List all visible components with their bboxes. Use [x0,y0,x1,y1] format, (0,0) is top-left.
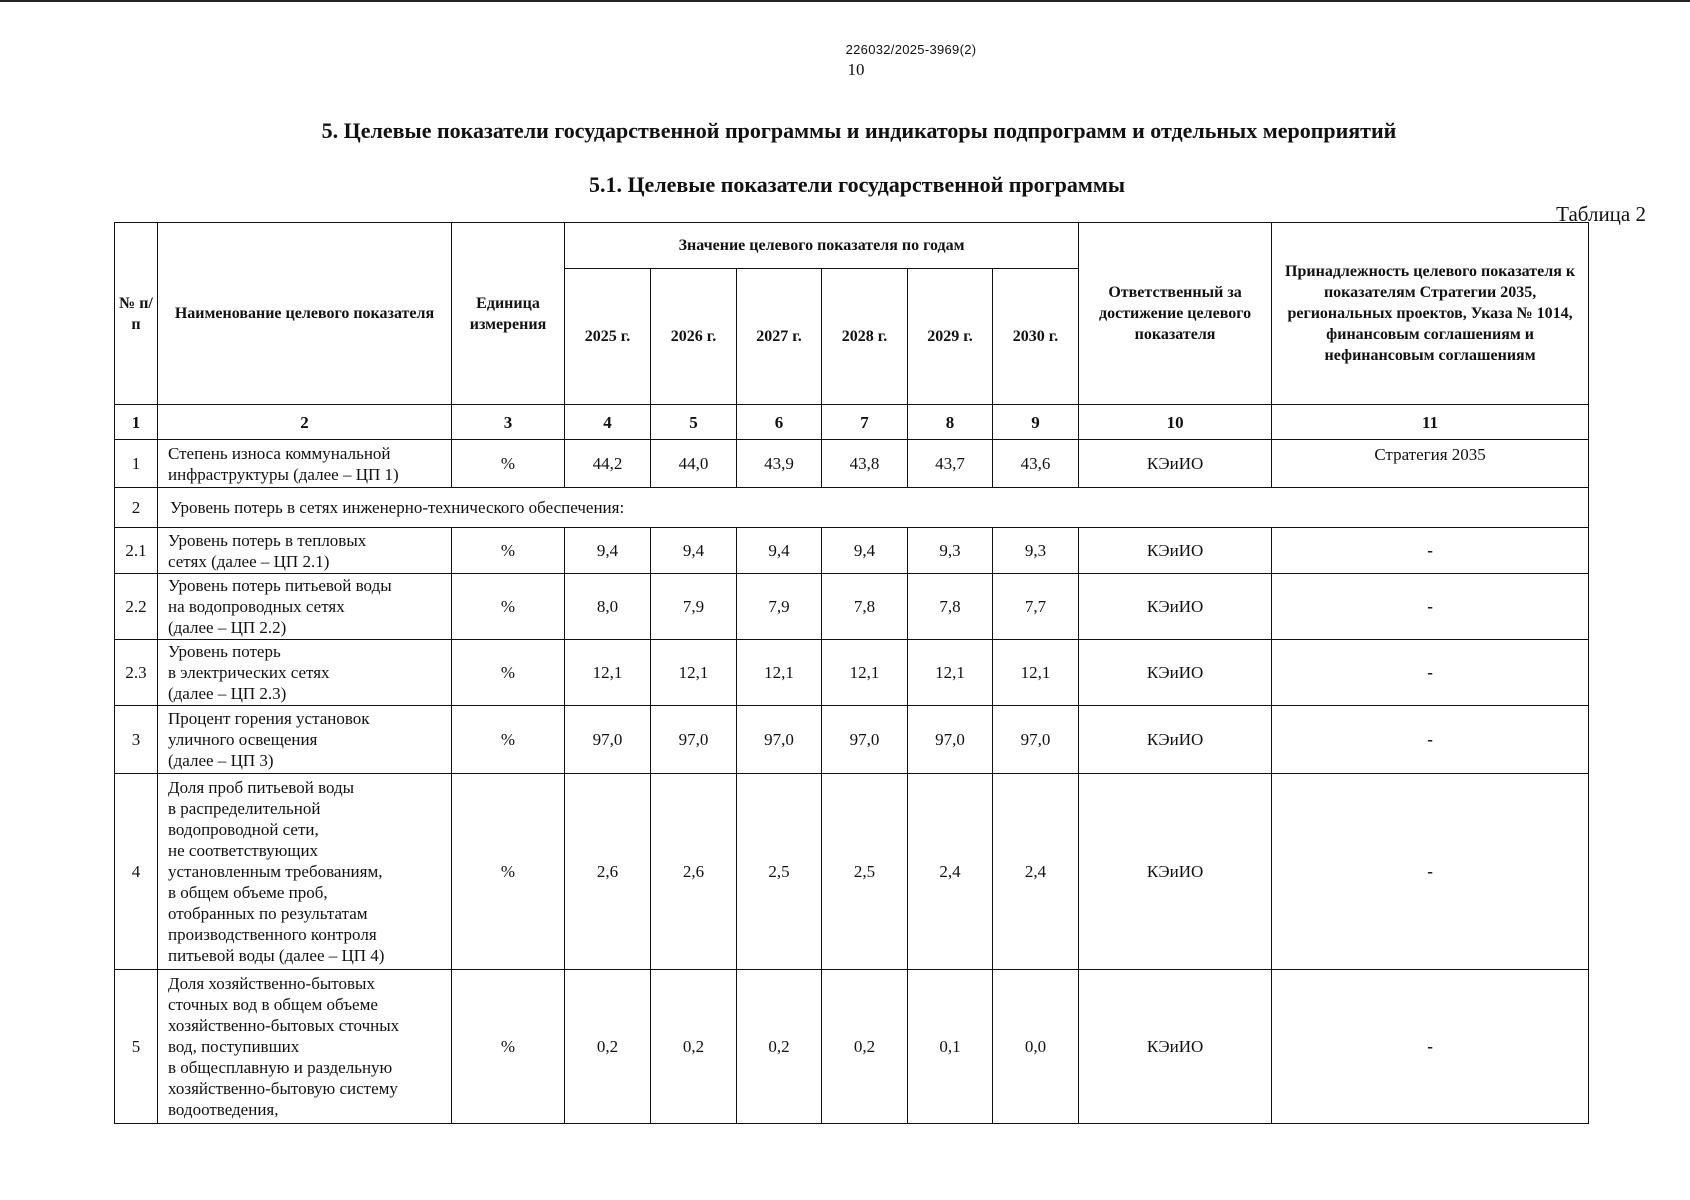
row-value: 0,1 [908,970,993,1124]
row-value: 0,2 [651,970,737,1124]
section-heading: 5. Целевые показатели государственной программы и индикаторы подпрограмм и отдельных мероприятий [321,118,1397,143]
row-name [158,706,452,774]
header-year: 2028 г. [822,269,908,405]
row-name-line: в общем объеме проб, [168,883,328,902]
header-year: 2026 г. [651,269,737,405]
row-name-line: сточных вод в общем объеме [168,995,378,1014]
column-number: 5 [651,405,737,440]
row-value: 0,2 [565,970,651,1124]
row-num: 2.1 [115,528,158,574]
row-num: 5 [115,970,158,1124]
row-value: 9,3 [993,528,1079,574]
table-row [115,970,1589,1124]
row-name-line: отобранных по результатам [168,904,368,923]
row-name-line: в распределительной [168,799,321,818]
row-value: 44,2 [565,440,651,488]
row-unit: % [452,440,565,488]
column-number: 8 [908,405,993,440]
table-row [115,440,1589,488]
row-responsible: КЭиИО [1079,706,1272,774]
row-name-line: вод, поступивших [168,1037,300,1056]
table-row [115,528,1589,574]
column-number: 4 [565,405,651,440]
column-number: 11 [1272,405,1589,440]
row-responsible: КЭиИО [1079,640,1272,706]
header-year: 2029 г. [908,269,993,405]
row-name-line: водоотведения, [168,1100,279,1119]
page-number: 10 [847,60,865,79]
row-responsible: КЭиИО [1079,528,1272,574]
row-name-line: Доля хозяйственно-бытовых [168,974,375,993]
row-value: 12,1 [822,640,908,706]
row-responsible: КЭиИО [1079,774,1272,970]
row-num: 1 [115,440,158,488]
row-value: 7,8 [822,574,908,640]
row-name-line: Уровень потерь [168,642,281,661]
row-name-line: Процент горения установок [168,709,370,728]
header-unit: Единица измерения [452,223,565,405]
row-value: 9,4 [565,528,651,574]
table-section-row [115,488,1589,528]
header-year: 2027 г. [737,269,822,405]
row-num: 3 [115,706,158,774]
column-number: 1 [115,405,158,440]
row-name-line: на водопроводных сетях [168,597,345,616]
row-value: 0,0 [993,970,1079,1124]
row-num: 2 [115,488,158,528]
table-row [115,640,1589,706]
target-indicators-table [114,222,1589,1124]
document-code: 226032/2025-3969(2) [845,42,977,57]
row-name-line: водопроводной сети, [168,820,319,839]
row-value: 2,4 [908,774,993,970]
row-name [158,440,452,488]
row-value: 2,5 [822,774,908,970]
row-name-line: Уровень потерь в тепловых [168,530,367,550]
row-name-line: не соответствующих [168,841,319,860]
row-value: 9,4 [737,528,822,574]
column-number: 3 [452,405,565,440]
row-value: 7,9 [737,574,822,640]
row-value: 12,1 [993,640,1079,706]
row-affiliation: - [1272,706,1589,774]
row-value: 97,0 [822,706,908,774]
header-name: Наименование целевого показателя [158,223,452,405]
row-responsible: КЭиИО [1079,574,1272,640]
row-unit: % [452,528,565,574]
row-value: 9,4 [651,528,737,574]
column-number: 10 [1079,405,1272,440]
row-name-line: производственного контроля [168,925,377,944]
row-affiliation: - [1272,970,1589,1124]
column-numbers-row [115,405,1589,440]
column-number: 9 [993,405,1079,440]
column-number: 7 [822,405,908,440]
row-value: 97,0 [737,706,822,774]
row-name-line: в общесплавную и раздельную [168,1058,393,1077]
row-value: 12,1 [651,640,737,706]
row-name-line: установленным требованиям, [168,862,383,881]
row-value: 2,6 [651,774,737,970]
row-name-line: уличного освещения [168,730,318,749]
row-affiliation: - [1272,574,1589,640]
table-row [115,574,1589,640]
row-value: 9,4 [822,528,908,574]
row-value: 44,0 [651,440,737,488]
row-value: 8,0 [565,574,651,640]
row-value: 0,2 [737,970,822,1124]
row-name-line: питьевой воды (далее – ЦП 4) [168,946,385,965]
row-value: 2,4 [993,774,1079,970]
row-name-line: инфраструктуры (далее – ЦП 1) [168,464,399,484]
row-num: 2.2 [115,574,158,640]
row-value: 12,1 [908,640,993,706]
row-value: 97,0 [565,706,651,774]
row-unit: % [452,774,565,970]
table-label: Таблица 2 [1556,202,1646,226]
column-number: 6 [737,405,822,440]
row-unit: % [452,574,565,640]
row-value: 12,1 [565,640,651,706]
row-name [158,528,452,574]
subsection-heading: 5.1. Целевые показатели государственной программы [588,172,1126,197]
row-name-line: (далее – ЦП 2.3) [168,684,287,703]
row-value: 0,2 [822,970,908,1124]
row-unit: % [452,640,565,706]
row-value: 7,7 [993,574,1079,640]
row-value: 97,0 [993,706,1079,774]
row-value: 43,9 [737,440,822,488]
row-value: 12,1 [737,640,822,706]
header-year: 2025 г. [565,269,651,405]
row-value: 43,6 [993,440,1079,488]
header-affiliation: Принадлежность целевого показателя к показателям Стратегии 2035, региональных проектов, Указа № 1014, финансовым соглашениям и нефинансовым соглашениям [1272,223,1589,405]
row-name-line: Уровень потерь питьевой воды [168,576,392,595]
row-name-line: хозяйственно-бытовую систему [168,1079,398,1098]
row-num: 4 [115,774,158,970]
header-year: 2030 г. [993,269,1079,405]
row-name-line: (далее – ЦП 3) [168,751,274,770]
row-value: 7,9 [651,574,737,640]
row-affiliation: - [1272,528,1589,574]
row-responsible: КЭиИО [1079,970,1272,1124]
row-name-line: Доля проб питьевой воды [168,778,355,797]
table-row [115,774,1589,970]
header-values-group: Значение целевого показателя по годам [565,223,1079,269]
row-value: 2,5 [737,774,822,970]
page-top-border [0,0,1690,2]
table-row [115,706,1589,774]
row-name [158,774,452,970]
row-unit: % [452,970,565,1124]
row-name-line: хозяйственно-бытовых сточных [168,1016,400,1035]
row-value: 97,0 [651,706,737,774]
row-value: 2,6 [565,774,651,970]
row-value: 9,3 [908,528,993,574]
row-name [158,640,452,706]
row-affiliation: - [1272,774,1589,970]
row-name-line: Степень износа коммунальной [168,443,391,463]
row-name-line: сетях (далее – ЦП 2.1) [168,551,330,571]
row-name-line: в электрических сетях [168,663,330,682]
row-value: 97,0 [908,706,993,774]
row-name [158,970,452,1124]
row-num: 2.3 [115,640,158,706]
header-responsible: Ответственный за достижение целевого показателя [1079,223,1272,405]
row-affiliation: - [1272,640,1589,706]
row-value: 7,8 [908,574,993,640]
header-num: № п/п [115,223,158,405]
header-row-1 [115,223,1589,269]
row-value: 43,7 [908,440,993,488]
row-unit: % [452,706,565,774]
row-name-line: (далее – ЦП 2.2) [168,618,287,637]
row-name [158,574,452,640]
column-number: 2 [158,405,452,440]
row-responsible: КЭиИО [1079,440,1272,488]
row-value: 43,8 [822,440,908,488]
row-affiliation: Стратегия 2035 [1272,440,1589,488]
row-section-text: Уровень потерь в сетях инженерно-технического обеспечения: [158,488,1589,528]
